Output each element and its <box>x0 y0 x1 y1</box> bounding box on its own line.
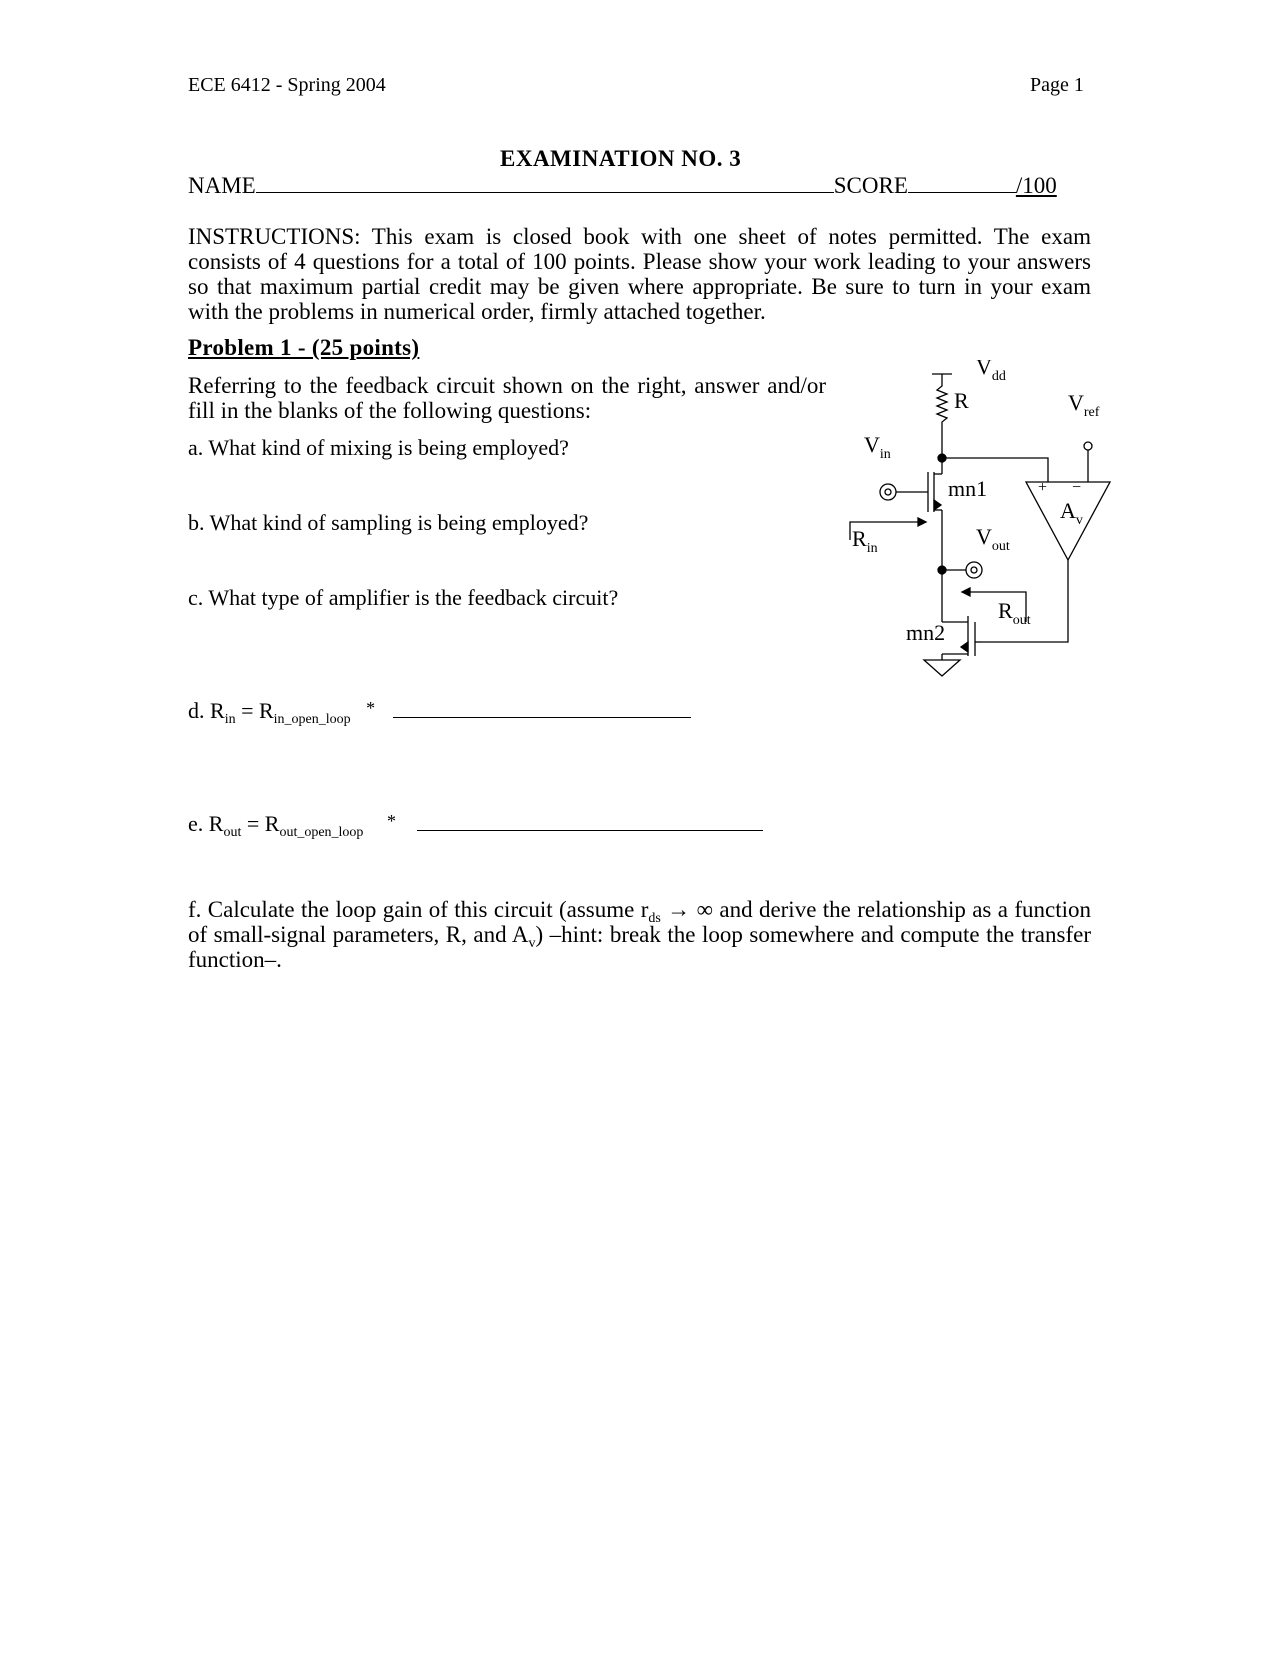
rout-answer-blank[interactable] <box>417 810 763 831</box>
opamp-output-wire <box>982 560 1068 642</box>
question-f-part1: f. Calculate the loop gain of this circuit (assume r <box>188 897 649 922</box>
mn2-arrow-icon <box>961 642 968 652</box>
question-f-part2: and derive the relationship as a function of small-signal parameters, R, and A <box>188 897 1091 947</box>
vout-pin-inner <box>971 567 977 573</box>
question-e-star: * <box>386 811 396 831</box>
question-e-sub-out: out <box>223 825 242 840</box>
score-total: /100 <box>1015 173 1057 198</box>
rout-arrow-head-icon <box>962 588 970 596</box>
question-d-star: * <box>366 698 376 718</box>
mn1-arrow-icon <box>934 500 941 510</box>
question-f-sub-v: v <box>528 936 536 951</box>
vin-source-icon <box>880 484 896 500</box>
opamp-minus-label: − <box>1072 479 1082 496</box>
question-e <box>188 810 763 840</box>
vin-label: $V_{in}$ <box>864 432 891 462</box>
score-label: SCORE <box>833 173 908 198</box>
vref-label: $V_{ref}$ <box>1068 390 1100 420</box>
question-b: b. What kind of sampling is being employed? <box>188 510 589 535</box>
question-d <box>188 697 691 727</box>
question-d-sub-in: in <box>224 712 236 727</box>
question-f-part3: ) –hint: break the loop somewhere and compute the transfer function–. <box>188 922 1091 972</box>
course-header: ECE 6412 - Spring 2004 <box>188 74 386 96</box>
question-e-sub-open-loop: out_open_loop <box>279 825 364 840</box>
resistor-r <box>937 380 947 458</box>
page-number: Page 1 <box>1030 74 1084 96</box>
question-e-prefix: e. R <box>188 811 224 836</box>
name-score-line <box>188 172 1057 199</box>
rout-label: $R_{out}$ <box>998 598 1031 628</box>
feedback-circuit-diagram <box>830 360 1130 720</box>
mn2-label: mn2 <box>906 620 946 645</box>
mn1-label: mn1 <box>948 476 988 501</box>
problem-intro: Referring to the feedback circuit shown on the right, answer and/or fill in the blanks of the following questions: <box>188 373 826 423</box>
name-label: NAME <box>188 173 256 198</box>
question-f <box>188 897 1091 972</box>
vout-label: $V_{out}$ <box>976 524 1010 554</box>
rin-arrow-head-icon <box>918 518 926 526</box>
question-f-arrow: → ∞ <box>660 897 720 922</box>
vout-pin-icon <box>966 562 982 578</box>
rin-answer-blank[interactable] <box>393 697 691 718</box>
question-d-eq: = R <box>235 698 274 723</box>
vref-pin-icon <box>1084 442 1092 450</box>
vin-source-inner <box>885 489 891 495</box>
problem-heading: Problem 1 - (25 points) <box>188 335 420 360</box>
r-label: R <box>954 388 969 413</box>
question-a: a. What kind of mixing is being employed? <box>188 435 569 460</box>
ground-icon <box>924 660 960 676</box>
question-c: c. What type of amplifier is the feedback circuit? <box>188 585 619 610</box>
vdd-label: $V_{dd}$ <box>976 360 1006 384</box>
question-f-sub-ds: ds <box>648 911 661 926</box>
opamp-plus-label: + <box>1038 479 1048 496</box>
rin-label: $R_{in}$ <box>852 526 878 556</box>
question-d-prefix: d. R <box>188 698 225 723</box>
name-field[interactable] <box>256 172 834 193</box>
score-field[interactable] <box>908 172 1016 193</box>
question-d-sub-open-loop: in_open_loop <box>273 712 351 727</box>
exam-title: EXAMINATION NO. 3 <box>500 146 742 171</box>
question-e-eq: = R <box>241 811 280 836</box>
instructions: INSTRUCTIONS: This exam is closed book with one sheet of notes permitted. The exam consists of 4 questions for a total of 100 points. Please show your work leading to your answers so that maximum partial credit may be given where appropriate. Be sure to turn in your exam with the problems in numerical order, firmly attached together. <box>188 224 1091 324</box>
av-label: $A_v$ <box>1060 498 1083 528</box>
